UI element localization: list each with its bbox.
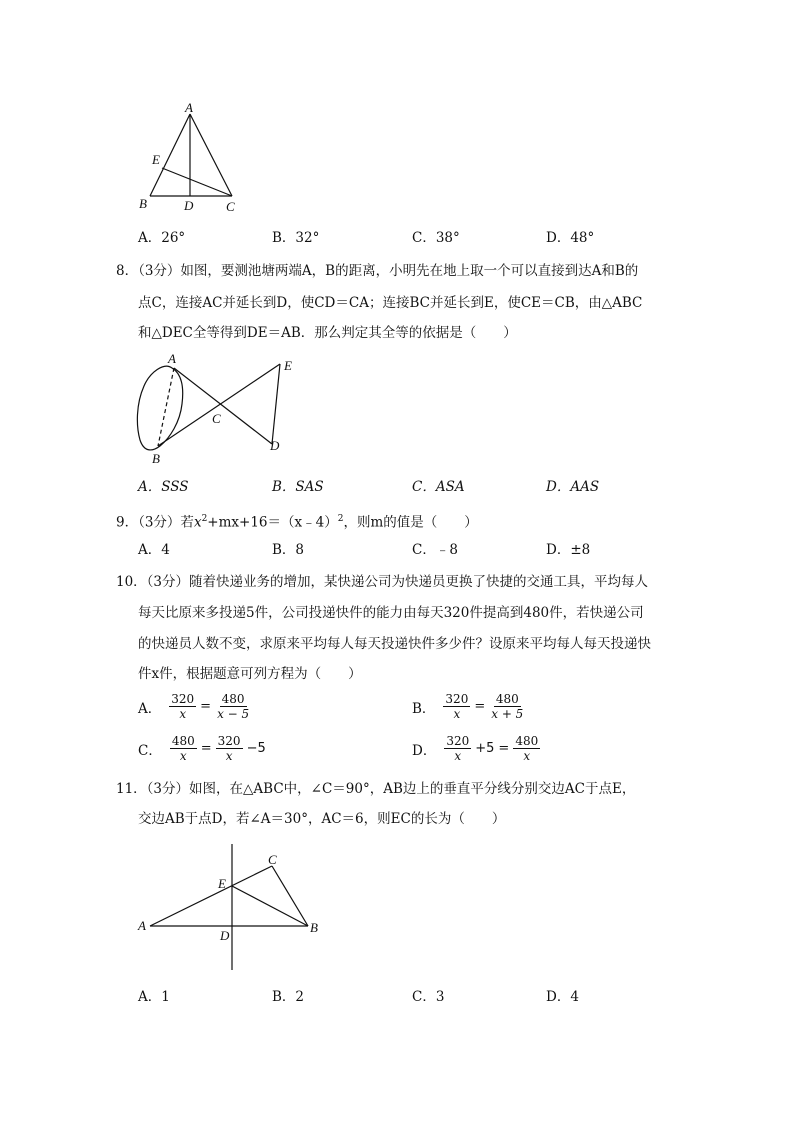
q11-option-c: C．3 xyxy=(412,989,445,1005)
q10-a-frac-left xyxy=(169,692,196,721)
q11-option-b: B．2 xyxy=(272,989,305,1005)
q9-option-d: D．±8 xyxy=(546,542,591,558)
q10-option-a-label: A． xyxy=(138,700,162,717)
q10-d-frac-left xyxy=(444,734,471,763)
q10-text-line4: 件x件，根据题意可列方程为（ ） xyxy=(138,666,362,682)
q10-d-num1: 320 xyxy=(446,734,470,748)
fig11-label-d: D xyxy=(220,928,230,943)
q10-c-den1: x xyxy=(179,749,187,763)
q9-var-x: x xyxy=(193,514,202,531)
fig8-label-b: B xyxy=(152,451,160,466)
q11-option-d: D．4 xyxy=(546,989,579,1005)
fig11-label-b: B xyxy=(310,920,318,935)
q10-b-frac-left xyxy=(443,692,470,721)
fig7-label-e: E xyxy=(152,152,160,167)
q7-option-a: A．26° xyxy=(138,230,186,246)
q10-option-b xyxy=(412,692,527,721)
q10-d-den2: x xyxy=(523,749,531,763)
figure-q8-pond xyxy=(130,348,310,468)
q8-option-b: B．SAS xyxy=(272,479,324,495)
fig8-label-a: A xyxy=(168,351,176,366)
q10-c-tail: −5 xyxy=(246,741,266,756)
q10-a-num1: 320 xyxy=(171,692,195,706)
fig7-label-d: D xyxy=(184,198,194,213)
q9-prefix: 9．（3分）若 xyxy=(116,514,194,531)
q10-option-a xyxy=(138,692,253,721)
q10-d-num2: 480 xyxy=(515,734,539,748)
q10-d-equals: = xyxy=(498,741,510,756)
q7-option-c: C．38° xyxy=(412,230,460,246)
figure-q7-triangle xyxy=(130,100,250,215)
q8-option-d: D．AAS xyxy=(546,479,600,495)
q10-c-frac-right xyxy=(216,734,243,763)
q10-b-equals: = xyxy=(474,699,486,714)
fig8-label-d: D xyxy=(270,438,280,453)
q10-c-equals: = xyxy=(200,741,212,756)
q9-text xyxy=(116,510,478,532)
q10-a-equals: = xyxy=(200,699,212,714)
q10-b-den2: x + 5 xyxy=(491,707,524,721)
q9-exponent-1: 2 xyxy=(201,514,208,524)
q10-text-line1: 10．（3分）随着快递业务的增加，某快递公司为快递员更换了快捷的交通工具，平均每人 xyxy=(116,574,649,590)
fig7-label-c: C xyxy=(226,199,235,214)
fig7-label-a: A xyxy=(185,100,193,115)
q10-c-num2: 320 xyxy=(217,734,241,748)
q10-c-num1: 480 xyxy=(171,734,195,748)
q10-option-d xyxy=(412,734,542,763)
q10-c-den2: x xyxy=(225,749,233,763)
fig7-segment-ec xyxy=(162,168,232,196)
fig11-label-e: E xyxy=(218,876,226,891)
q10-c-frac-left xyxy=(170,734,197,763)
fig11-label-a: A xyxy=(138,918,146,933)
fig8-segment-ed xyxy=(272,364,280,444)
q9-option-c: C．﹣8 xyxy=(412,542,458,558)
q8-text-line3: 和△DEC全等得到DE＝AB．那么判定其全等的依据是（ ） xyxy=(138,325,517,341)
q10-a-den1: x xyxy=(179,707,187,721)
q9-option-a: A．4 xyxy=(138,542,170,558)
q10-text-line3: 的快递员人数不变，求原来平均每人每天投递快件多少件？设原来平均每人每天投递快 xyxy=(138,636,651,652)
fig8-segment-be xyxy=(158,364,280,446)
q10-b-frac-right xyxy=(489,692,525,721)
q10-b-den1: x xyxy=(453,707,461,721)
q10-a-den2: x − 5 xyxy=(217,707,250,721)
fig7-label-b: B xyxy=(139,196,147,211)
q11-option-a: A．1 xyxy=(138,989,170,1005)
q7-option-d: D．48° xyxy=(546,230,595,246)
q9-suffix: ，则m的值是（ ） xyxy=(343,514,478,531)
q9-option-b: B．8 xyxy=(272,542,305,558)
q8-text-line1: 8．（3分）如图，要测池塘两端A，B的距离，小明先在地上取一个可以直接到达A和B的 xyxy=(116,263,639,279)
figure-q11-triangle xyxy=(130,840,330,975)
q9-middle: +mx+16＝（x﹣4） xyxy=(207,514,338,531)
fig8-label-c: C xyxy=(212,411,221,426)
q7-option-b: B．32° xyxy=(272,230,320,246)
q8-option-c: C．ASA xyxy=(412,479,465,495)
q10-option-d-label: D． xyxy=(412,742,437,759)
q10-a-num2: 480 xyxy=(221,692,245,706)
q10-d-frac-right xyxy=(513,734,540,763)
q8-text-line2: 点C，连接AC并延长到D，使CD＝CA；连接BC并延长到E，使CE＝CB，由△ABC xyxy=(138,295,643,311)
fig7-segment-ac xyxy=(190,114,232,196)
fig8-label-e: E xyxy=(284,358,292,373)
q10-d-den1: x xyxy=(454,749,462,763)
q10-option-c xyxy=(138,734,268,763)
fig11-label-c: C xyxy=(268,852,277,867)
q10-text-line2: 每天比原来多投递5件，公司投递快件的能力由每天320件提高到480件，若快递公司 xyxy=(138,605,644,621)
q10-d-plus: +5 xyxy=(475,741,495,756)
q10-b-num2: 480 xyxy=(495,692,519,706)
q10-b-num1: 320 xyxy=(445,692,469,706)
q8-option-a: A．SSS xyxy=(138,479,189,495)
q9-exponent-2: 2 xyxy=(337,514,344,524)
q10-a-frac-right xyxy=(215,692,251,721)
fig8-dashed-ab xyxy=(158,368,174,446)
q11-text-line2: 交边AB于点D，若∠A＝30°，AC＝6，则EC的长为（ ） xyxy=(138,811,506,827)
q10-option-c-label: C． xyxy=(138,742,162,759)
q11-text-line1: 11．（3分）如图，在△ABC中，∠C＝90°，AB边上的垂直平分线分别交边AC于点E， xyxy=(116,781,636,797)
fig11-segment-ac xyxy=(150,866,272,926)
q10-option-b-label: B． xyxy=(412,700,436,717)
